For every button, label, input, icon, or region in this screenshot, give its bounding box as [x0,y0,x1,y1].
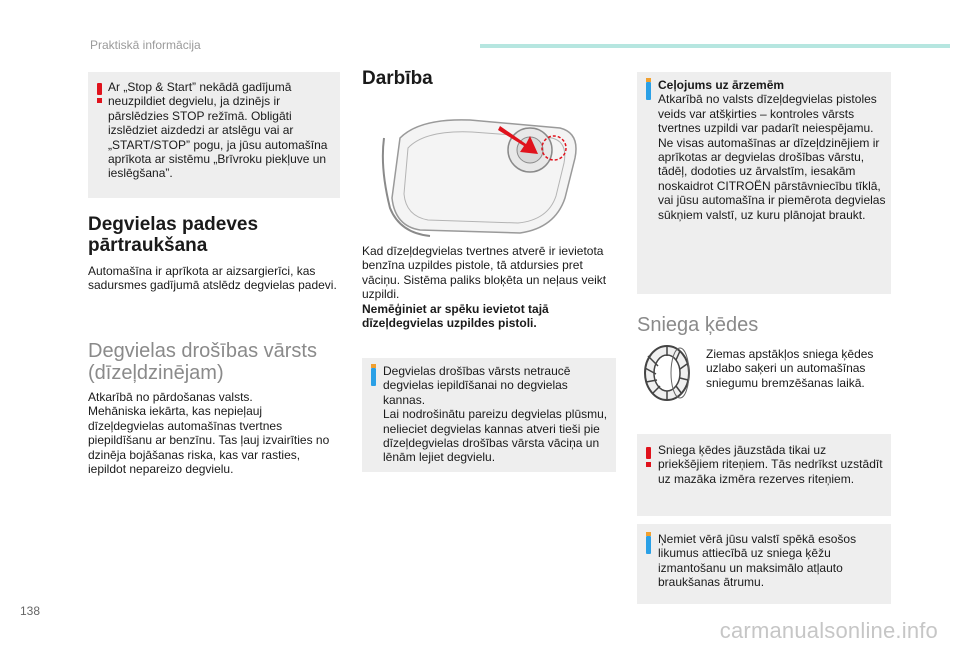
section-header: Praktiskā informācija [90,38,201,52]
misfuel-valve-text: Atkarībā no pārdošanas valsts. Mehāniska iekārta, kas nepieļauj dīzeļdegvielas automašīnas tvertnes piepildīšanu ar benzīnu. Tas ļauj izvairīties no dzinēja bojāšanas riska, kas var rasties, iepildot nepareizo degvielu. [88,390,330,477]
operation-title: Darbība [362,68,433,89]
stop-start-warning-box [88,72,340,198]
warning-icon-dot [646,462,651,467]
snow-chains-text: Ziemas apstākļos sniega ķēdes uzlabo saķeri un automašīnas sniegumu bremzēšanas laikā. [706,347,874,390]
stop-start-warning-text: Ar „Stop & Start” nekādā gadījumā neuzpildiet degvielu, ja dzinējs ir pārslēdzies STOP režīmā. Obligāti izslēdziet aizdedzi ar atslēgu vai ar „START/STOP” pogu, ja jūsu automašīna aprīkota ar sistēmu „Brīvroku piekļuve un ieslēgšana”. [108,80,328,181]
header-accent-bar [480,44,950,48]
snow-chains-warning-box [637,434,891,516]
info-icon [371,368,376,386]
fuel-filler-illustration [380,108,590,238]
info-icon [646,536,651,554]
fuel-cutoff-title: Degvielas padeves pārtraukšana [88,214,259,256]
info-icon [646,82,651,100]
travel-abroad-content [658,78,887,222]
valve-info-text: Degvielas drošības vārsts netraucē degvielas iepildīšanai no degvielas kannas. Lai nodrošinātu pareizu degvielas plūsmu, nelieciet degvielas kannas atveri tieši pie dīzeļdegvielas drošības vārsta vāciņa un lēnām lejiet degvielu. [383,364,608,465]
operation-bold-note: Nemēģiniet ar spēku ievietot tajā dīzeļdegvielas uzpildes pistoli. [362,301,549,331]
snow-chains-info-text: Ņemiet vērā jūsu valstī spēkā esošos likumus attiecībā uz sniega ķēžu izmantošanu un maksimālo atļauto braukšanas ātrumu. [658,532,857,590]
travel-abroad-text: Atkarībā no valsts dīzeļdegvielas pistoles veids var atšķirties – kontroles vārsts tvertnes uzpildi var padarīt neiespējamu. Ne visas automašīnas ar dīzeļdzinējiem ir aprīkotas ar degvielas drošības vārstu, tādēļ, dodoties uz ārvalstīm, iesakām noskaidrot CITROËN pārstāvniecību tīklā, vai jūsu automašīna ir piemērota degvielas sūkņiem valstī, uz kuru plānojat braukt. [658,92,886,222]
snow-chains-title: Sniega ķēdes [637,314,759,336]
operation-description: Kad dīzeļdegvielas tvertnes atverē ir ievietota benzīna uzpildes pistole, tā atdursies pret vāciņu. Sistēma paliks bloķēta un neļaus veikt uzpildi. [362,244,607,302]
travel-abroad-title: Ceļojums uz ārzemēm [658,78,785,92]
info-icon-dot [646,532,651,536]
fuel-cutoff-text: Automašīna ir aprīkota ar aizsargierīci, kas sadursmes gadījumā atslēdz degvielas padevi. [88,264,337,293]
valve-info-box [362,358,616,472]
warning-icon [646,447,651,459]
page-number: 138 [20,604,41,618]
warning-icon-dot [97,98,102,103]
operation-text [362,244,612,330]
snow-chains-info-box [637,524,891,604]
snow-chain-wheel-illustration [640,344,700,402]
info-icon-dot [371,364,376,368]
warning-icon [97,83,102,95]
info-icon-dot [646,78,651,82]
travel-abroad-box [637,72,891,294]
watermark: carmanualsonline.info [719,618,938,643]
misfuel-valve-title: Degvielas drošības vārsts (dīzeļdzinējam) [88,340,317,384]
snow-chains-warning-text: Sniega ķēdes jāuzstāda tikai uz priekšējiem riteņiem. Tās nedrīkst uzstādīt uz mazāka izmēra rezerves riteņiem. [658,443,883,486]
